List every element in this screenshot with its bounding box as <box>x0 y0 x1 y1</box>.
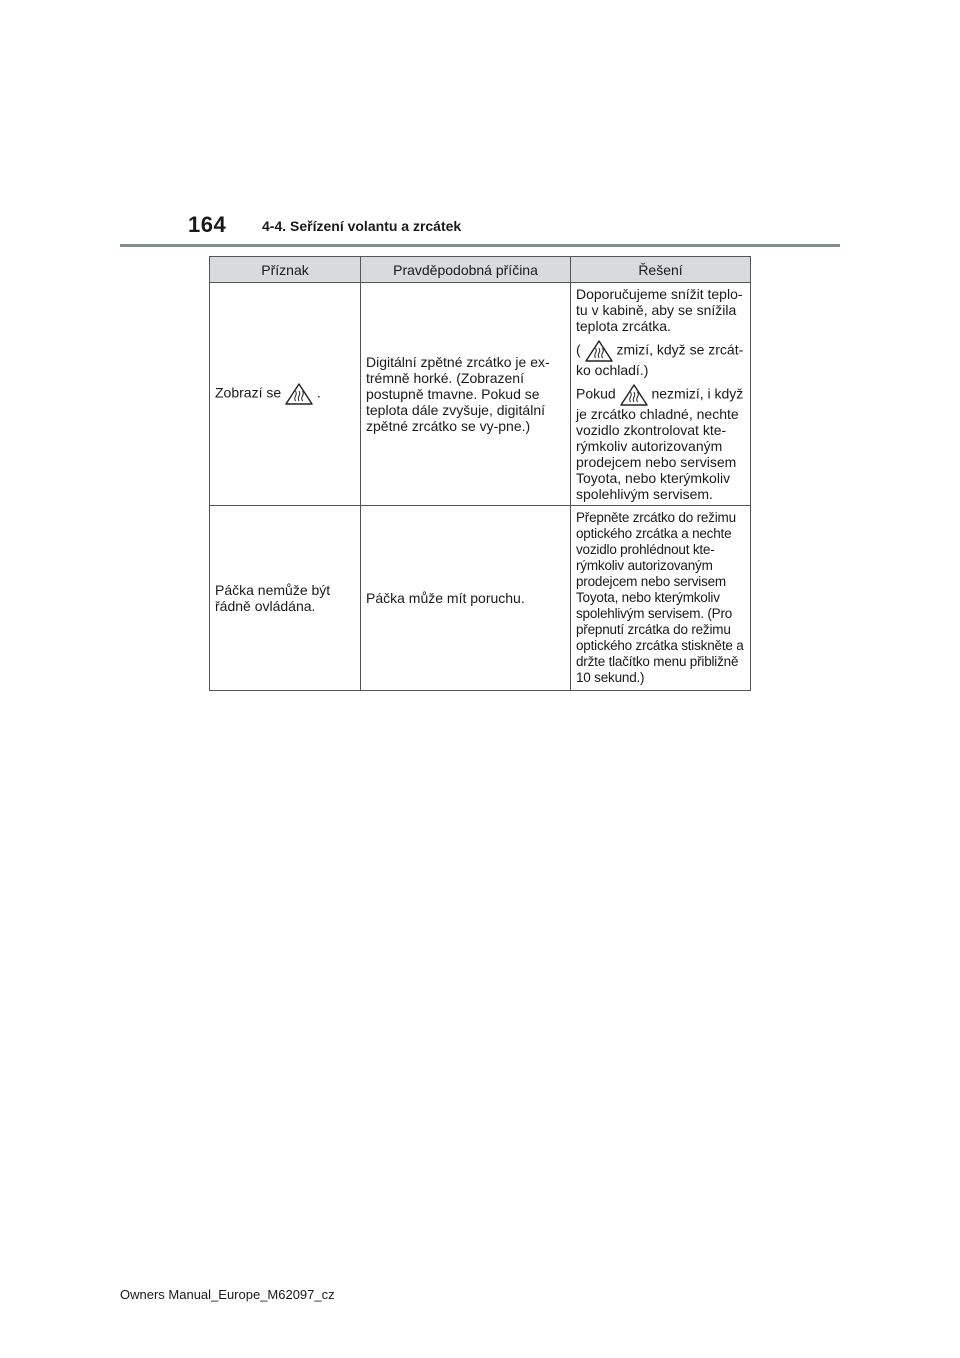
solution-text: nezmizí, i když je zrcátko chladné, nechte vozidlo zkontrolovat kte-rýmkoliv autorizovaným prodejcem nebo servisem Toyota, nebo kterýmkoliv spolehlivým servisem. <box>576 385 744 502</box>
header-symptom: Příznak <box>210 257 361 283</box>
hot-mirror-warning-icon <box>285 383 313 405</box>
table-row <box>210 283 751 506</box>
header-divider <box>120 244 840 247</box>
solution-paragraph <box>576 340 745 378</box>
page-number: 164 <box>188 212 227 237</box>
solution-paragraph <box>576 384 745 502</box>
footer-text: Owners Manual_Europe_M62097_cz <box>120 1287 335 1302</box>
symptom-cell <box>210 283 361 506</box>
header-cause: Pravděpodobná příčina <box>361 257 571 283</box>
symptom-cell: Páčka nemůže být řádně ovládána. <box>210 506 361 691</box>
solution-text: zmizí, když se zrcát-ko ochladí.) <box>576 341 744 378</box>
symptom-text-end: . <box>316 384 321 401</box>
table-row <box>210 506 751 691</box>
hot-mirror-warning-icon <box>620 384 648 406</box>
solution-text: Pokud <box>576 385 616 402</box>
cause-cell: Páčka může mít poruchu. <box>361 506 571 691</box>
hot-mirror-warning-icon <box>585 340 613 362</box>
solution-cell: Přepněte zrcátko do režimu optického zrcátka a nechte vozidlo prohlédnout kte-rýmkoliv autorizovaným prodejcem nebo servisem Toyota, nebo kterýmkoliv spolehlivým servisem. (Pro přepnutí zrcátka do režimu optického zrcátka stiskněte a držte tlačítko menu přibližně 10 sekund.) <box>571 506 751 691</box>
header-solution: Řešení <box>571 257 751 283</box>
symptom-text: Zobrazí se <box>215 384 282 401</box>
troubleshooting-table <box>209 256 751 691</box>
cause-cell: Digitální zpětné zrcátko je ex-trémně horké. (Zobrazení postupně tmavne. Pokud se teplota dále zvyšuje, digitální zpětné zrcátko se vy-pne.) <box>361 283 571 506</box>
solution-cell <box>571 283 751 506</box>
table-header-row <box>210 257 751 283</box>
section-title: 4-4. Seřízení volantu a zrcátek <box>262 218 462 234</box>
solution-paragraph: Doporučujeme snížit teplo-tu v kabině, aby se snížila teplota zrcátka. <box>576 286 743 334</box>
solution-text: ( <box>576 341 581 358</box>
